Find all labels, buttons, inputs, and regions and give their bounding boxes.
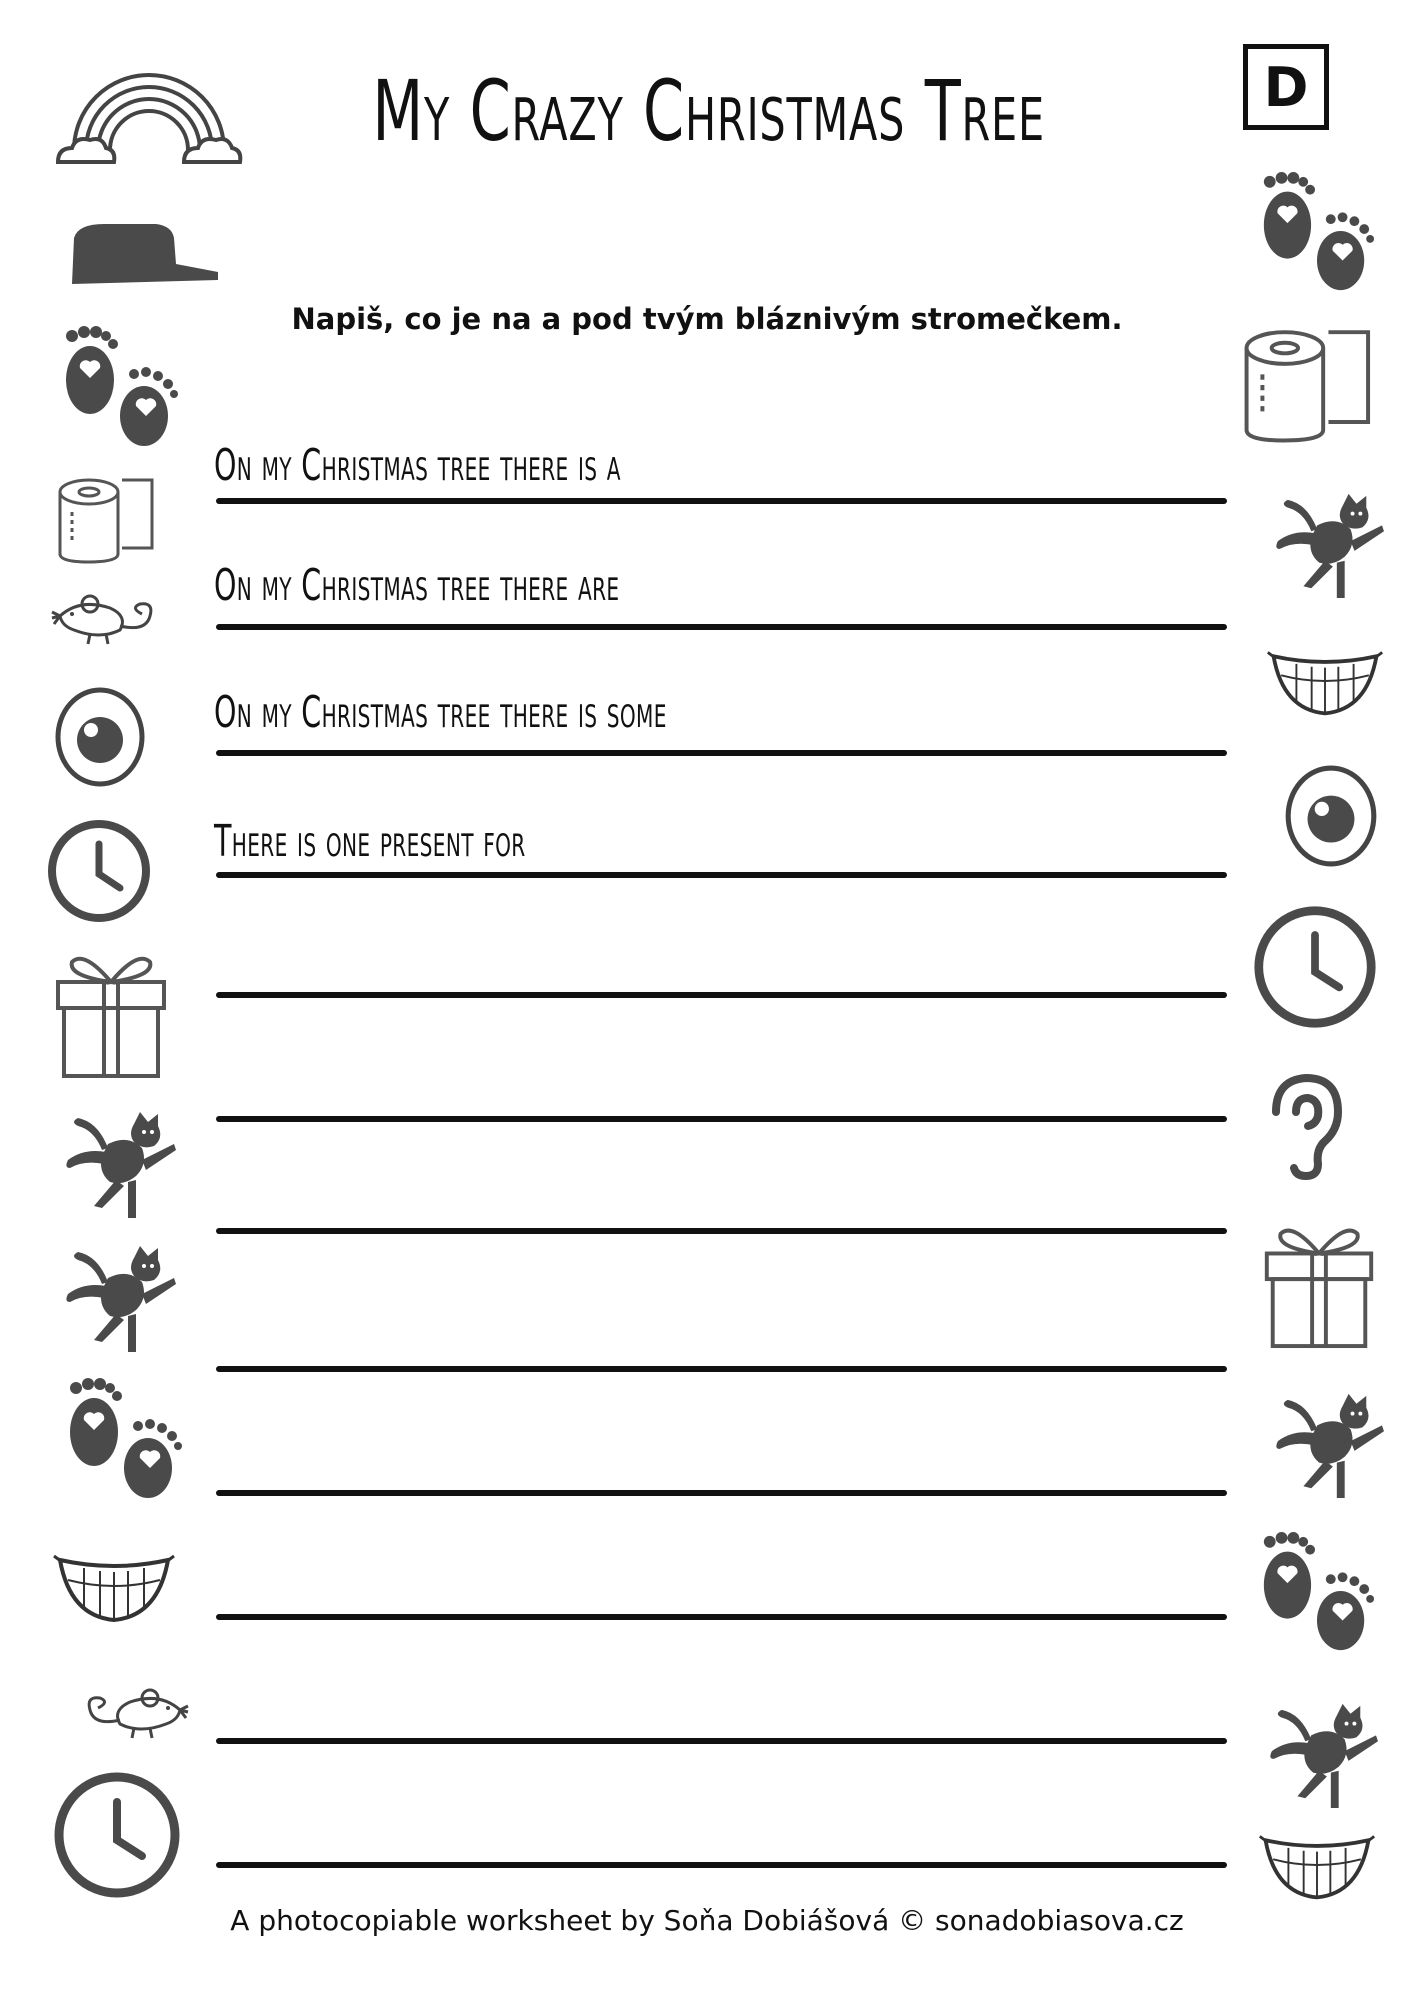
footprints-icon: [56, 324, 182, 450]
gift-icon: [54, 948, 168, 1080]
ear-icon: [1266, 1072, 1346, 1182]
eye-icon: [54, 686, 146, 788]
mouse-icon: [62, 1680, 190, 1744]
writing-line[interactable]: [216, 872, 1227, 878]
cat-icon: [1268, 490, 1386, 600]
eye-icon: [1284, 764, 1378, 868]
toilet-paper-icon: [52, 474, 158, 566]
writing-line[interactable]: [216, 1614, 1227, 1620]
clock-icon: [46, 818, 152, 924]
writing-line[interactable]: [216, 1116, 1227, 1122]
footprints-icon: [1254, 170, 1378, 294]
prompt-3: On my Christmas tree there is some: [214, 687, 667, 738]
writing-line[interactable]: [216, 498, 1227, 504]
writing-line[interactable]: [216, 1862, 1227, 1868]
smile-icon: [1264, 640, 1386, 722]
rainbow-icon: [52, 58, 246, 170]
prompt-1: On my Christmas tree there is a: [214, 440, 621, 491]
cap-icon: [68, 218, 222, 290]
footprints-icon: [1254, 1530, 1378, 1654]
writing-line[interactable]: [216, 750, 1227, 756]
footprints-icon: [60, 1376, 186, 1502]
writing-line[interactable]: [216, 992, 1227, 998]
cat-icon: [58, 1108, 178, 1220]
prompt-4: There is one present for: [214, 816, 526, 867]
writing-line[interactable]: [216, 1738, 1227, 1744]
writing-line[interactable]: [216, 624, 1227, 630]
cat-icon: [1262, 1700, 1380, 1810]
clock-icon: [52, 1770, 182, 1900]
mouse-icon: [50, 586, 172, 650]
writing-line[interactable]: [216, 1366, 1227, 1372]
cat-icon: [1268, 1390, 1386, 1500]
level-badge: D: [1243, 44, 1329, 130]
cat-icon: [58, 1242, 178, 1354]
smile-icon: [1256, 1824, 1378, 1906]
instruction-text: Napiš, co je na a pod tvým bláznivým stromečkem.: [291, 302, 1123, 336]
writing-line[interactable]: [216, 1228, 1227, 1234]
writing-line[interactable]: [216, 1490, 1227, 1496]
footer-credit: A photocopiable worksheet by Soňa Dobiášová © sonadobiasova.cz: [230, 1904, 1184, 1937]
page-title: My Crazy Christmas Tree: [372, 62, 1045, 160]
prompt-2: On my Christmas tree there are: [214, 560, 620, 611]
toilet-paper-icon: [1236, 324, 1376, 446]
smile-icon: [50, 1546, 178, 1626]
gift-icon: [1262, 1220, 1376, 1350]
clock-icon: [1252, 904, 1378, 1030]
